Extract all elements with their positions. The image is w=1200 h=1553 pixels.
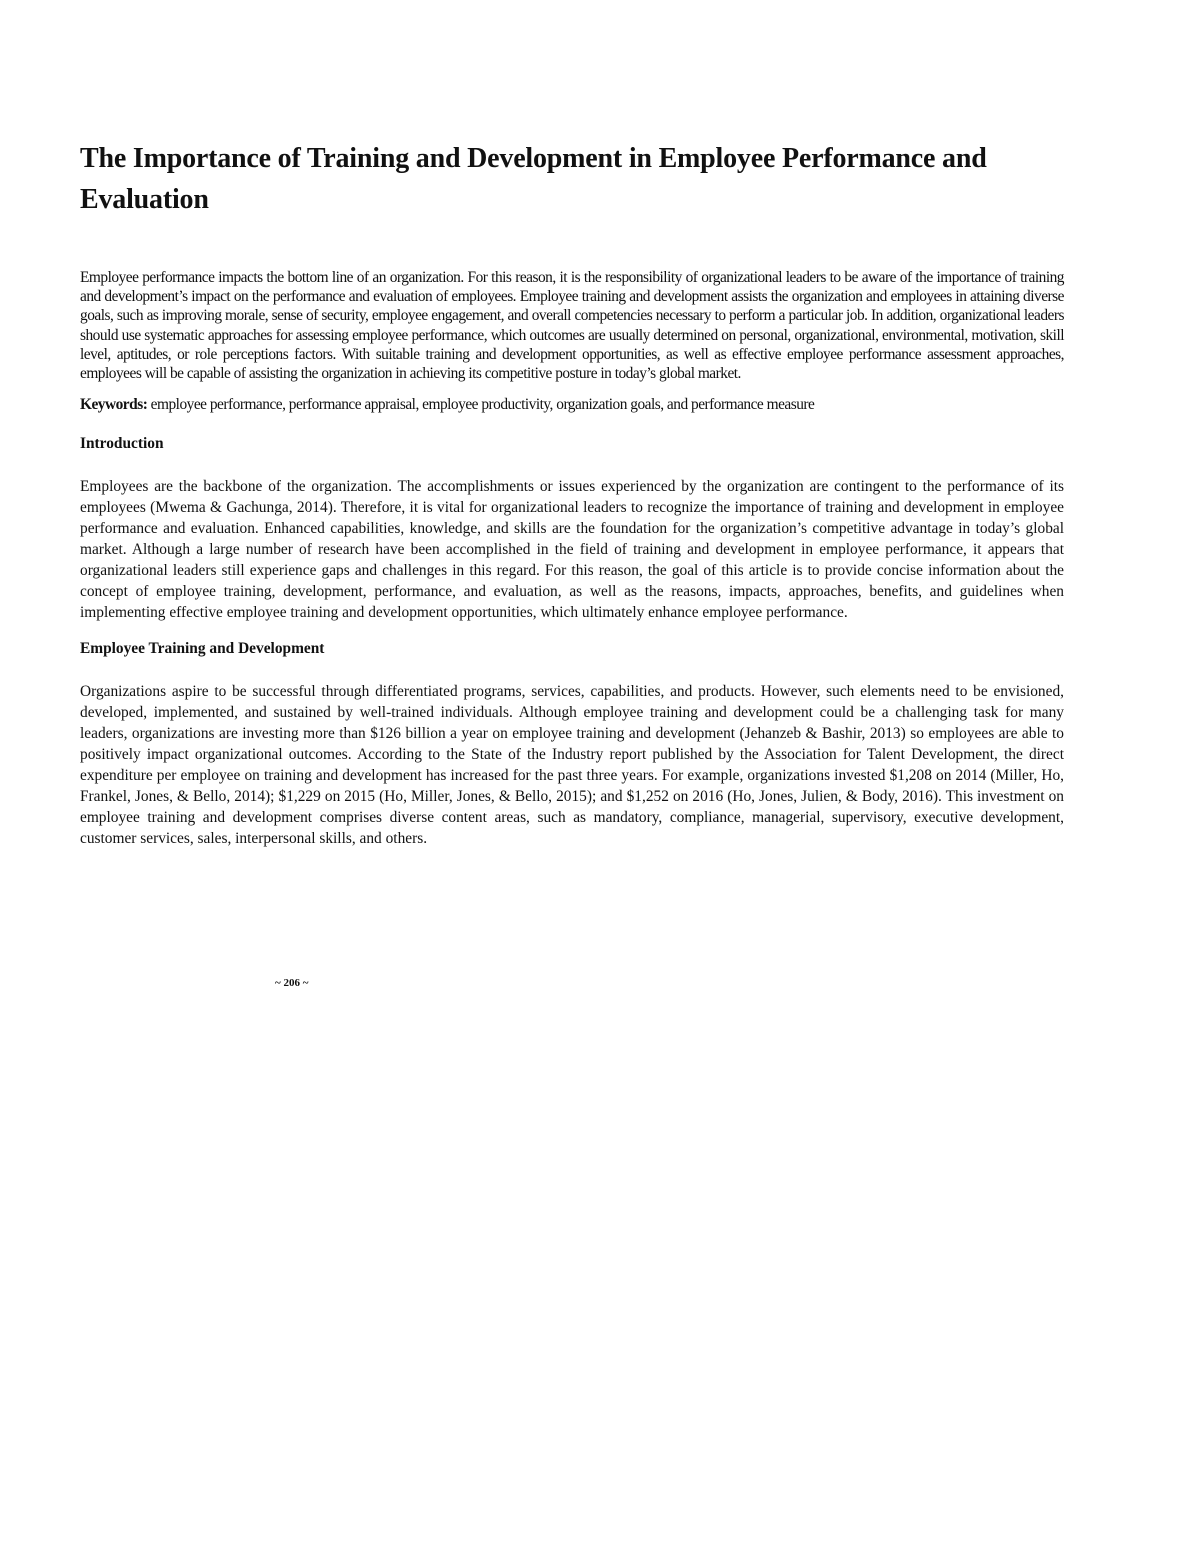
section-heading-training-development: Employee Training and Development: [80, 640, 325, 658]
keywords-text: employee performance, performance appraisal, employee productivity, organization goals, and performance measure: [147, 396, 815, 414]
training-development-paragraph: Organizations aspire to be successful through differentiated programs, services, capabilities, and products. However, such elements need to be envisioned, developed, implemented, and sustained by well-trained individuals. Although employee training and development could be a challenging task for many leaders, organizations are investing more than $126 billion a year on employee training and development (Jehanzeb & Bashir, 2013) so employees are able to positively impact organizational outcomes. According to the State of the Industry report published by the Association for Talent Development, the direct expenditure per employee on training and development has increased for the past three years. For example, organizations invested $1,208 on 2014 (Miller, Ho, Frankel, Jones, & Bello, 2014); $1,229 on 2015 (Ho, Miller, Jones, & Bello, 2015); and $1,252 on 2016 (Ho, Jones, Julien, & Body, 2016). This investment on employee training and development comprises diverse content areas, such as mandatory, compliance, managerial, supervisory, executive development, customer services, sales, interpersonal skills, and others.: [80, 683, 1064, 848]
document-page: [80, 138, 1064, 865]
page-number: ~ 206 ~: [275, 977, 309, 989]
section-heading-introduction: Introduction: [80, 435, 164, 453]
keywords-label: Keywords:: [80, 396, 148, 414]
article-title: The Importance of Training and Development in Employee Performance and Evaluation: [80, 143, 987, 215]
introduction-paragraph: Employees are the backbone of the organization. The accomplishments or issues experienced by the organization are contingent to the performance of its employees (Mwema & Gachunga, 2014). Therefore, it is vital for organizational leaders to recognize the importance of training and development in employee performance and evaluation. Enhanced capabilities, knowledge, and skills are the foundation for the organization’s competitive advantage in today’s global market. Although a large number of research have been accomplished in the field of training and development in employee performance, it appears that organizational leaders still experience gaps and challenges in this regard. For this reason, the goal of this article is to provide concise information about the concept of employee training, development, performance, and evaluation, as well as the reasons, impacts, approaches, benefits, and guidelines when implementing effective employee training and development opportunities, which ultimately enhance employee performance.: [80, 478, 1064, 622]
abstract-paragraph: Employee performance impacts the bottom line of an organization. For this reason, it is the responsibility of organizational leaders to be aware of the importance of training and development’s impact on the performance and evaluation of employees. Employee training and development assists the organization and employees in attaining diverse goals, such as improving morale, sense of security, employee engagement, and overall competencies necessary to perform a particular job. In addition, organizational leaders should use systematic approaches for assessing employee performance, which outcomes are usually determined on personal, organizational, environmental, motivation, skill level, aptitudes, or role perceptions factors. With suitable training and development opportunities, as well as effective employee performance assessment approaches, employees will be capable of assisting the organization in achieving its competitive posture in today’s global market.: [80, 269, 1064, 383]
keywords-line: [80, 395, 1064, 414]
